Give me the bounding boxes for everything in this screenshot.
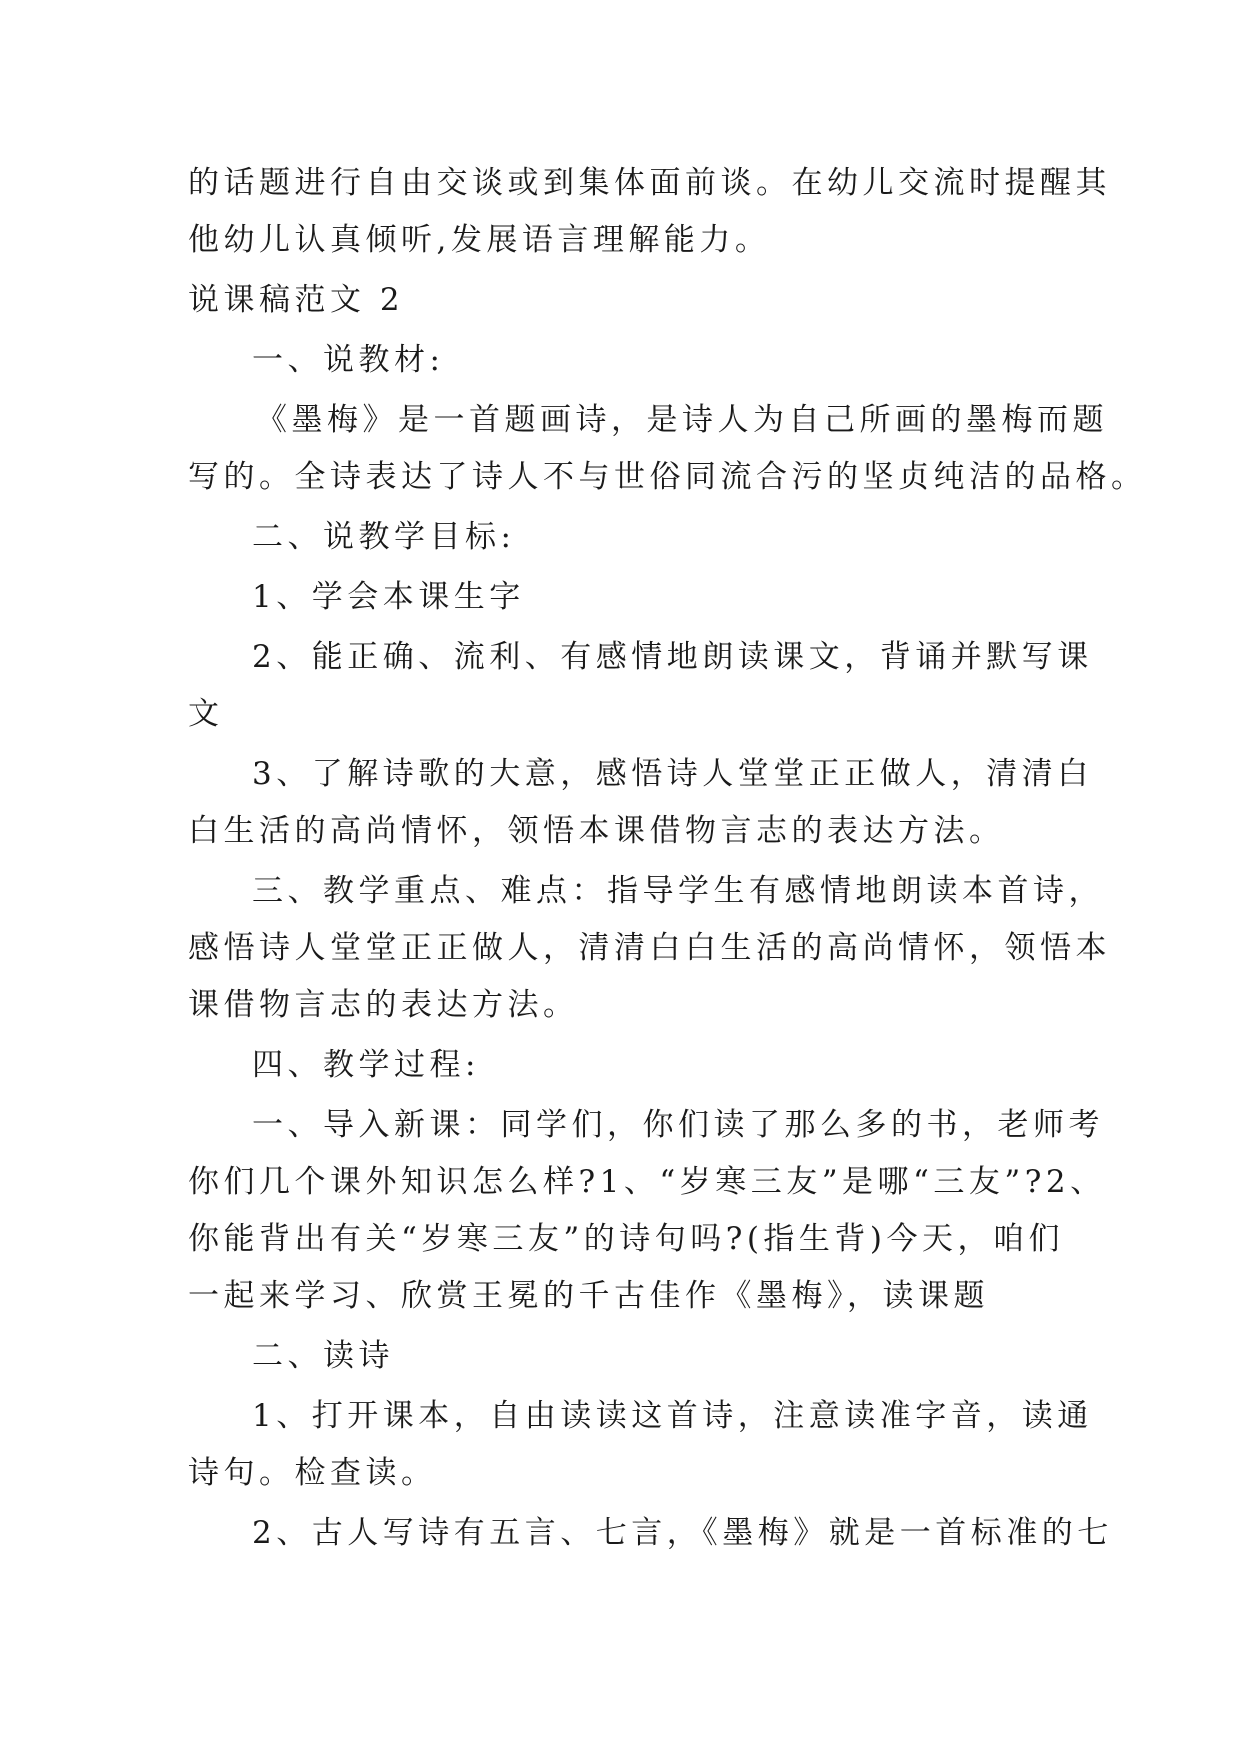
paragraph-line: 他幼儿认真倾听,发展语言理解能力。 xyxy=(188,222,771,258)
paragraph-line: 文 xyxy=(188,696,224,732)
objective-item: 1、学会本课生字 xyxy=(252,579,525,615)
paragraph-line: 课借物言志的表达方法。 xyxy=(188,987,579,1023)
paragraph-line: 的话题进行自由交谈或到集体面前谈。在幼儿交流时提醒其 xyxy=(188,165,1111,201)
section-title: 说课稿范文 2 xyxy=(188,282,405,318)
paragraph-line: 白生活的高尚情怀，领悟本课借物言志的表达方法。 xyxy=(188,813,1005,849)
objective-item: 2、能正确、流利、有感情地朗读课文，背诵并默写课 xyxy=(252,639,1093,675)
heading-textbook: 一、说教材: xyxy=(252,342,445,378)
paragraph-line: 你们几个课外知识怎么样?1、“岁寒三友”是哪“三友”?2、 xyxy=(188,1164,1106,1200)
heading-key-points: 三、教学重点、难点：指导学生有感情地朗读本首诗， xyxy=(252,873,1104,909)
paragraph-line: 《墨梅》是一首题画诗，是诗人为自己所画的墨梅而题 xyxy=(256,402,1108,438)
paragraph-line: 诗句。检查读。 xyxy=(188,1455,437,1491)
heading-objectives: 二、说教学目标: xyxy=(252,519,516,555)
objective-item: 3、了解诗歌的大意，感悟诗人堂堂正正做人，清清白 xyxy=(252,756,1093,792)
paragraph-line: 你能背出有关“岁寒三友”的诗句吗?(指生背)今天，咱们 xyxy=(188,1221,1065,1257)
step-item: 2、古人写诗有五言、七言，《墨梅》就是一首标准的七 xyxy=(252,1515,1113,1551)
paragraph-line: 一、导入新课：同学们，你们读了那么多的书，老师考 xyxy=(252,1107,1104,1143)
paragraph-line: 写的。全诗表达了诗人不与世俗同流合污的坚贞纯洁的品格。 xyxy=(188,459,1147,495)
paragraph-line: 感悟诗人堂堂正正做人，清清白白生活的高尚情怀，领悟本 xyxy=(188,930,1111,966)
heading-process: 四、教学过程: xyxy=(252,1047,480,1083)
step-item: 1、打开课本，自由读读这首诗，注意读准字音，读通 xyxy=(252,1398,1093,1434)
heading-read-poem: 二、读诗 xyxy=(252,1338,394,1374)
paragraph-line: 一起来学习、欣赏王冕的千古佳作《墨梅》，读课题 xyxy=(188,1278,989,1314)
